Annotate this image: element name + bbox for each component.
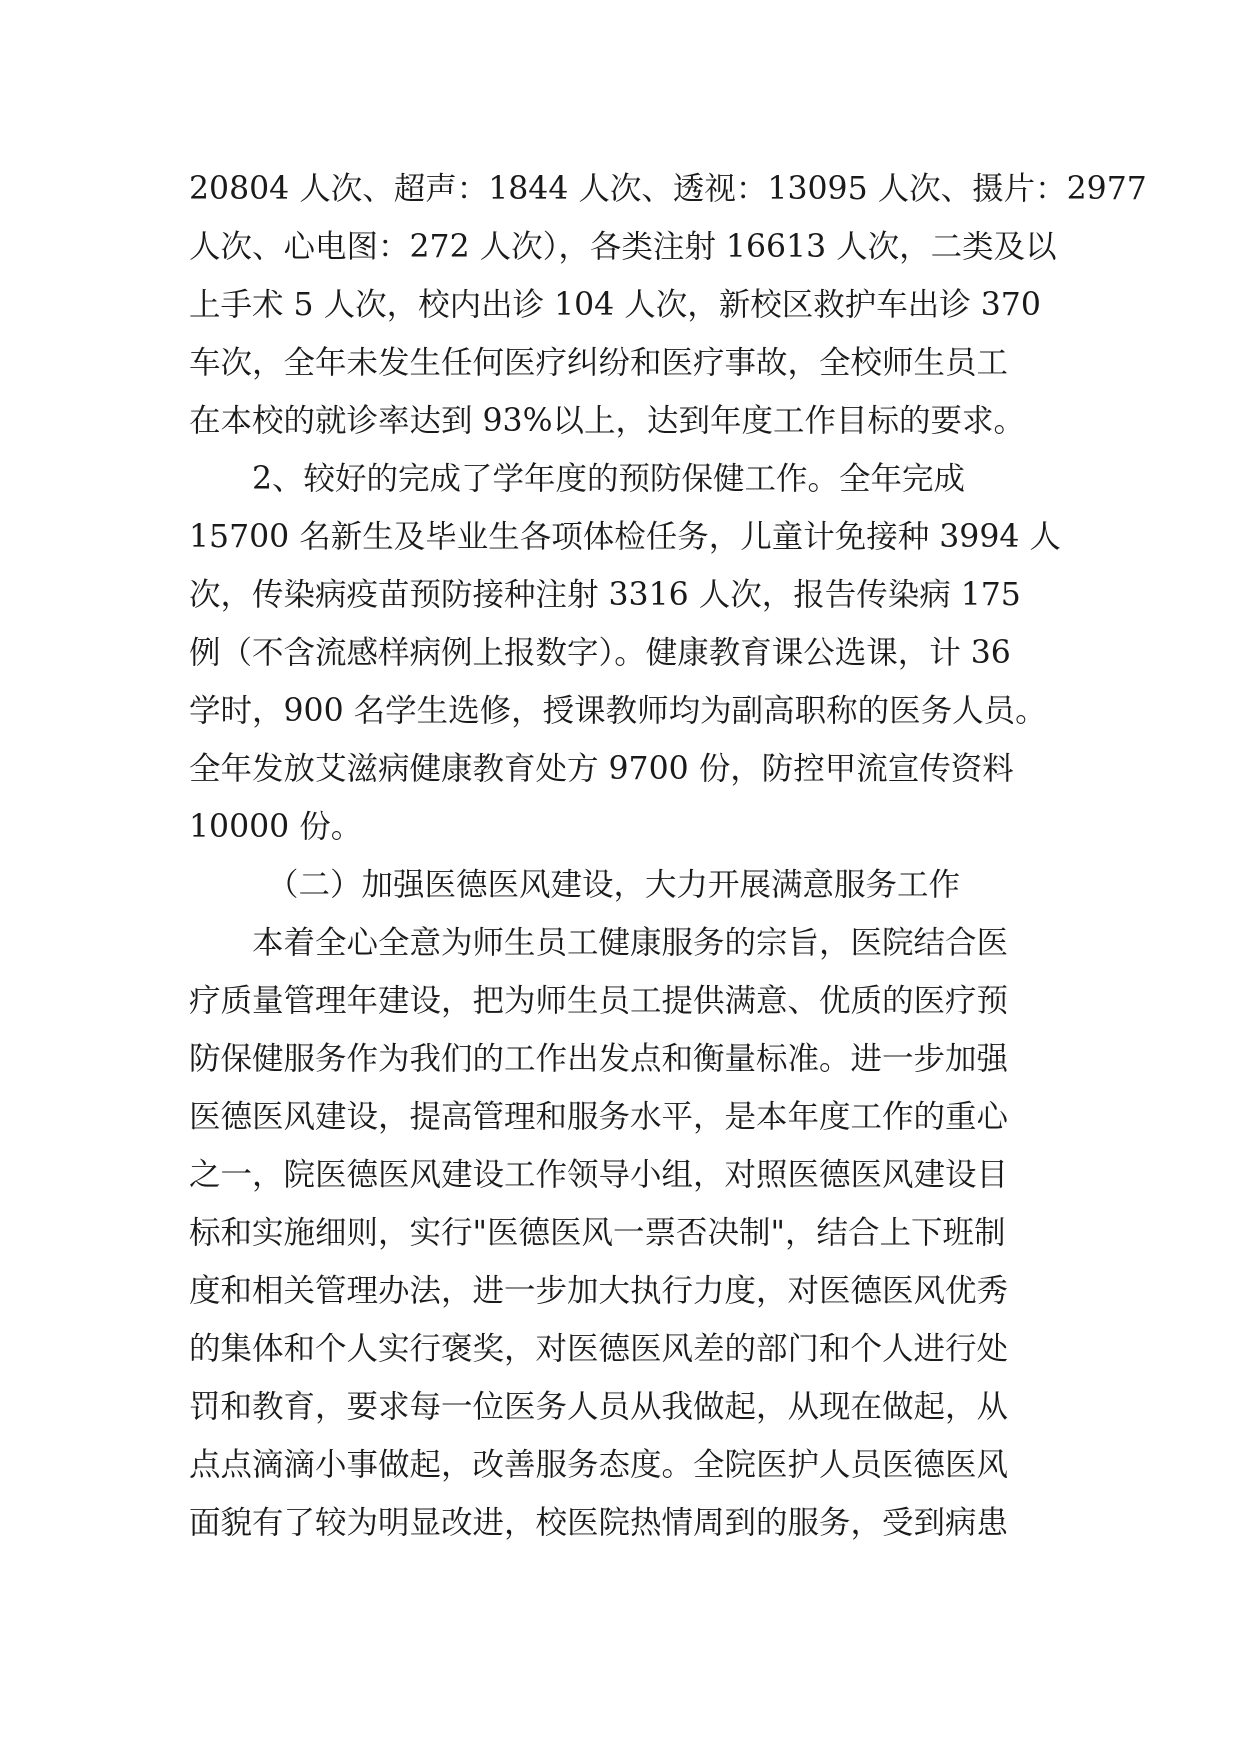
paragraph-first-line: 本着全心全意为师生员工健康服务的宗旨，医院结合医 [252,925,1009,961]
text-line: 次，传染病疫苗预防接种注射 3316 人次，报告传染病 175 [189,577,1021,613]
text-line: 疗质量管理年建设，把为师生员工提供满意、优质的医疗预 [189,983,1009,1019]
text-line: 的集体和个人实行褒奖，对医德医风差的部门和个人进行处 [189,1331,1009,1367]
text-line: 面貌有了较为明显改进，校医院热情周到的服务，受到病患 [189,1505,1009,1541]
text-line: 标和实施细则，实行"医德医风一票否决制"，结合上下班制 [189,1215,1006,1251]
document-body [189,160,1147,1552]
text-line: 车次，全年未发生任何医疗纠纷和医疗事故，全校师生员工 [189,345,1009,381]
text-line: 学时，900 名学生选修，授课教师均为副高职称的医务人员。 [189,693,1047,729]
text-line: 罚和教育，要求每一位医务人员从我做起，从现在做起，从 [189,1389,1009,1425]
text-line: 20804 人次、超声：1844 人次、透视：13095 人次、摄片：2977 [189,171,1147,207]
text-line: 在本校的就诊率达到 93%以上，达到年度工作目标的要求。 [189,403,1026,439]
text-line: 医德医风建设，提高管理和服务水平，是本年度工作的重心 [189,1099,1009,1135]
text-line: 防保健服务作为我们的工作出发点和衡量标准。进一步加强 [189,1041,1009,1077]
paragraph-first-line: 2、较好的完成了学年度的预防保健工作。全年完成 [252,461,966,497]
section-heading: （二）加强医德医风建设，大力开展满意服务工作 [267,867,961,903]
text-line: 上手术 5 人次，校内出诊 104 人次，新校区救护车出诊 370 [189,287,1041,323]
text-line: 点点滴滴小事做起，改善服务态度。全院医护人员医德医风 [189,1447,1009,1483]
text-line: 度和相关管理办法，进一步加大执行力度，对医德医风优秀 [189,1273,1009,1309]
text-line: 人次、心电图：272 人次），各类注射 16613 人次，二类及以 [189,229,1057,265]
text-line: 之一，院医德医风建设工作领导小组，对照医德医风建设目 [189,1157,1009,1193]
text-line: 全年发放艾滋病健康教育处方 9700 份，防控甲流宣传资料 [189,751,1014,787]
text-line: 15700 名新生及毕业生各项体检任务，儿童计免接种 3994 人 [189,519,1061,555]
text-line: 例（不含流感样病例上报数字）。健康教育课公选课，计 36 [189,635,1011,671]
text-line: 10000 份。 [189,809,363,845]
